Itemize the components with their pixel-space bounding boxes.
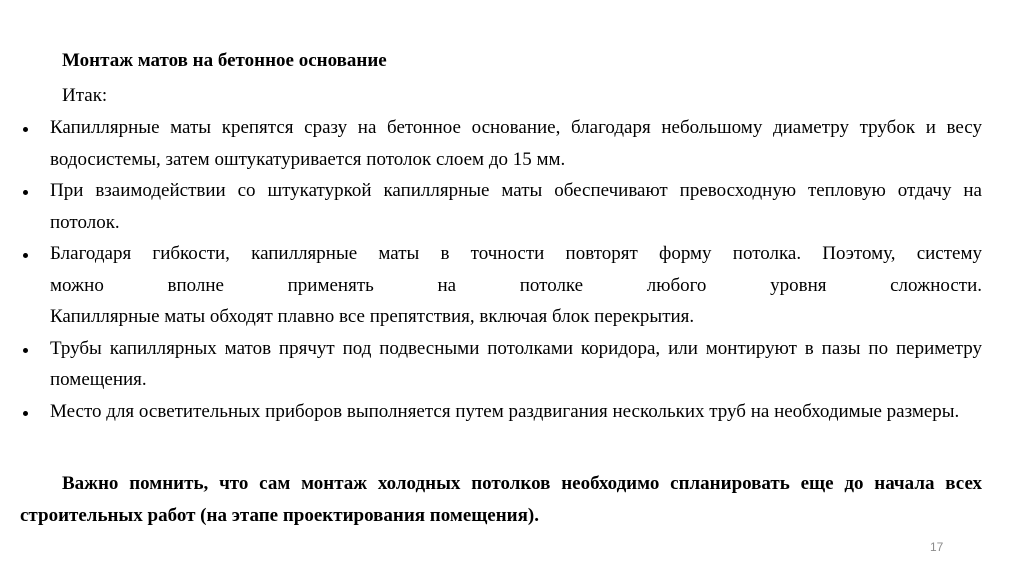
bullet-icon [20,396,30,428]
bullet-text: Место для осветительных приборов выполняется путем раздвигания нескольких труб на необходимые размеры. [50,400,960,422]
slide-heading: Монтаж матов на бетонное основание [62,50,387,71]
bullet-item [20,333,982,396]
bullet-text-line: Благодаря гибкости, капиллярные маты в точности повторят форму потолка. Поэтому, систему [50,243,982,264]
bullet-text: При взаимодействии со штукатуркой капиллярные маты обеспечивают превосходную тепловую отдачу на потолок. [50,180,982,233]
important-note: Важно помнить, что сам монтаж холодных потолков необходимо спланировать еще до начала всех строительных работ (на этапе проектирования помещения). [20,473,982,526]
bullet-list [20,112,982,427]
bullet-text-line: Капиллярные маты обходят плавно все препятствия, включая блок перекрытия. [50,306,695,327]
bullet-icon [20,333,30,365]
bullet-item [20,112,982,175]
bullet-icon [20,238,30,270]
bullet-text-line: можно вполне применять на потолке любого уровня сложности. [50,274,982,296]
bullet-icon [20,175,30,207]
bullet-text: Капиллярные маты крепятся сразу на бетонное основание, благодаря небольшому диаметру трубок и весу водосистемы, затем оштукатуривается потолок слоем до 15 мм. [50,117,982,170]
bullet-item [20,396,982,428]
page-number: 17 [930,540,944,554]
bullet-item [20,175,982,238]
bullet-icon [20,112,30,144]
bullet-text: Трубы капиллярных матов прячут под подвесными потолками коридора, или монтируют в пазы по периметру помещения. [50,337,982,390]
bullet-item [20,238,982,333]
intro-text: Итак: [62,85,108,106]
